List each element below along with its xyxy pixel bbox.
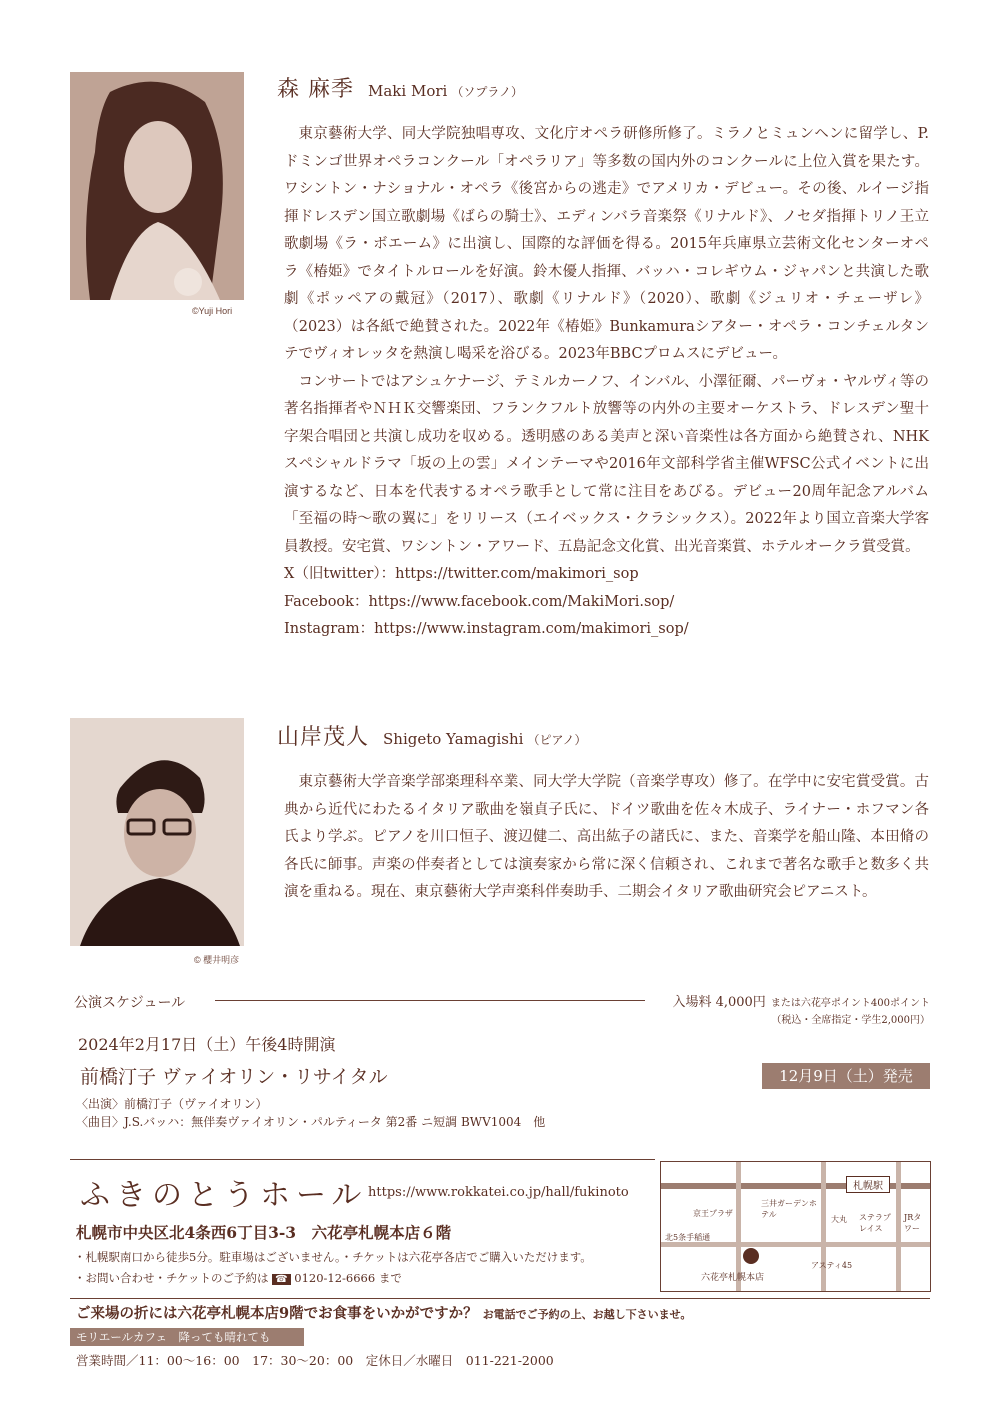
cafe-hours: 営業時間／11：00～16：00 17：30～20：00 定休日／水曜日 011-221-2000 — [76, 1353, 554, 1368]
cafe-name: モリエールカフェ 降っても晴れても — [70, 1328, 304, 1346]
artist-bio — [284, 769, 929, 907]
cafe-block — [76, 1302, 691, 1323]
venue-url[interactable]: https://www.rokkatei.co.jp/hall/fukinoto — [368, 1185, 629, 1200]
instagram-link[interactable]: Instagram：https://www.instagram.com/makimori_sop/ — [284, 621, 689, 637]
phone-icon: ☎ — [272, 1274, 290, 1285]
artist-role: （ソプラノ） — [451, 85, 523, 99]
bio-paragraph: 東京藝術大学、同大学院独唱専攻、文化庁オペラ研修所修了。ミラノとミュンヘンに留学し、P.ドミンゴ世界オペラコンクール「オペラリア」等多数の国内外のコンクールに上位入賞を果たす。ワシントン・ナショナル・オペラ《後宮からの逃走》でアメリカ・デビュー。その後、ルイージ指揮ドレスデン国立歌劇場《ばらの騎士》、エディンバラ音楽祭《リナルド》、ノセダ指揮トリノ王立歌劇場《ラ・ボエーム》に出演し、国際的な評価を得る。2015年兵庫県立芸術文化センターオペラ《椿姫》でタイトルロールを好演。鈴木優人指揮、バッハ・コレギウム・ジャパンと共演した歌劇《ポッペアの戴冠》（2017）、歌劇《リナルド》（2020）、歌劇《ジュリオ・チェーザレ》（2023）は各紙で絶賛された。2022年《椿姫》Bunkamuraシアター・オペラ・コンチェルタンテでヴィオレッタを熱演し喝采を浴びる。2023年BBCプロムスにデビュー。 — [284, 126, 929, 362]
bio-paragraph: 東京藝術大学音楽学部楽理科卒業、同大学大学院（音楽学専攻）修了。在学中に安宅賞受賞。古典から近代にわたるイタリア歌曲を嶺貞子氏に、ドイツ歌曲を佐々木成子、ライナー・ホフマン各氏より学ぶ。ピアノを川口恒子、渡辺健二、高出紘子の諸氏に、また、音楽学を船山隆、本田脩の各氏に師事。声楽の伴奏者としては演奏家から常に深く信頼され、これまで著名な歌手と数多く共演を重ねる。現在、東京藝術大学声楽科伴奏助手、二期会イタリア歌曲研究会ピアニスト。 — [284, 774, 929, 900]
venue-contact — [74, 1270, 402, 1286]
artist-name-ja: 森 麻季 — [277, 77, 354, 102]
artist-photo-shigeto-yamagishi — [70, 718, 244, 946]
map-label: 三井ガーデンホテル — [761, 1199, 817, 1219]
artist-role: （ピアノ） — [527, 733, 587, 747]
venue-map — [660, 1161, 931, 1292]
cafe-headline-note: お電話でご予約の上、お越し下さいませ。 — [482, 1308, 692, 1321]
map-label: 六花亭札幌本店 — [701, 1273, 765, 1283]
schedule-heading: 公演スケジュール — [74, 995, 186, 1011]
map-label: JRタワー — [904, 1213, 922, 1233]
performers: 〈出演〉前橋汀子（ヴァイオリン） — [76, 1097, 268, 1111]
artist-heading — [277, 720, 587, 751]
x-link[interactable]: X（旧twitter）：https://twitter.com/makimori_sop — [284, 566, 639, 582]
artist-name-ja: 山岸茂人 — [277, 725, 370, 750]
bio-paragraph: コンサートではアシュケナージ、テミルカーノフ、インバル、小澤征爾、パーヴォ・ヤルヴィ等の著名指揮者やＮＨＫ交響楽団、フランクフルト放響等の内外の主要オーケストラ、ドレスデン聖十字架合唱団と共演し成功を収める。透明感のある美声と深い音楽性は各方面から絶賛され、NHKスペシャルドラマ「坂の上の雲」メインテーマや2016年文部科学省主催WFSC公式イベントに出演するなど、日本を代表するオペラ歌手として常に注目をあびる。デビュー20周年記念アルバム「至福の時～歌の翼に」をリリース（エイベックス・クラシックス）。2022年より国立音楽大学客員教授。安宅賞、ワシントン・アワード、五島記念文化賞、出光音楽賞、ホテルオークラ賞受賞。 — [284, 373, 929, 555]
map-label: 京王プラザ — [693, 1209, 733, 1218]
venue-top-line — [70, 1159, 655, 1160]
map-label: ステラプレイス — [859, 1213, 891, 1233]
sale-date-badge: 12月9日（土）発売 — [762, 1063, 930, 1089]
facebook-link[interactable]: Facebook：https://www.facebook.com/MakiMori.sop/ — [284, 593, 675, 610]
venue-note: ・札幌駅南口から徒歩5分。駐車場はございません。・チケットは六花亭各店でご購入いただけます。 — [74, 1250, 592, 1264]
price-note: または六花亭ポイント400ポイント — [770, 998, 930, 1009]
program: 〈曲目〉J.S.バッハ：無伴奏ヴァイオリン・パルティータ 第2番 ニ短調 BWV1004 他 — [76, 1115, 546, 1129]
concert-date: 2024年2月17日（土）午後4時開演 — [78, 1035, 336, 1054]
price: 入場料 4,000円 — [672, 995, 766, 1010]
venue-address: 札幌市中央区北4条西6丁目3-3 六花亭札幌本店６階 — [76, 1223, 452, 1242]
map-label: アスティ45 — [811, 1261, 853, 1270]
concert-title: 前橋汀子 ヴァイオリン・リサイタル — [80, 1066, 388, 1088]
map-label: 大丸 — [831, 1215, 847, 1224]
artist-bio — [284, 121, 929, 644]
artist-name-en: Shigeto Yamagishi — [383, 730, 524, 748]
venue-logo: ふきのとうホール — [80, 1178, 368, 1213]
map-label: 北5条手稲通 — [665, 1233, 711, 1242]
artist-photo-maki-mori — [70, 72, 244, 300]
station-label: 札幌駅 — [846, 1176, 890, 1193]
schedule-divider — [215, 1000, 645, 1001]
artist-name-en: Maki Mori — [368, 82, 448, 100]
cafe-top-line — [70, 1298, 930, 1299]
price-block — [655, 991, 930, 1010]
contact-label: ・お問い合わせ・チケットのご予約は — [74, 1271, 269, 1285]
price-sub: （税込・全席指定・学生2,000円） — [771, 1015, 930, 1026]
phone-number: 0120-12-6666 まで — [290, 1271, 402, 1285]
photo-credit: ©Yuji Hori — [192, 306, 233, 316]
photo-credit: © 櫻井明彦 — [194, 955, 240, 965]
artist-heading — [277, 72, 523, 103]
cafe-headline: ご来場の折には六花亭札幌本店9階でお食事をいかがですか？ — [76, 1305, 478, 1322]
